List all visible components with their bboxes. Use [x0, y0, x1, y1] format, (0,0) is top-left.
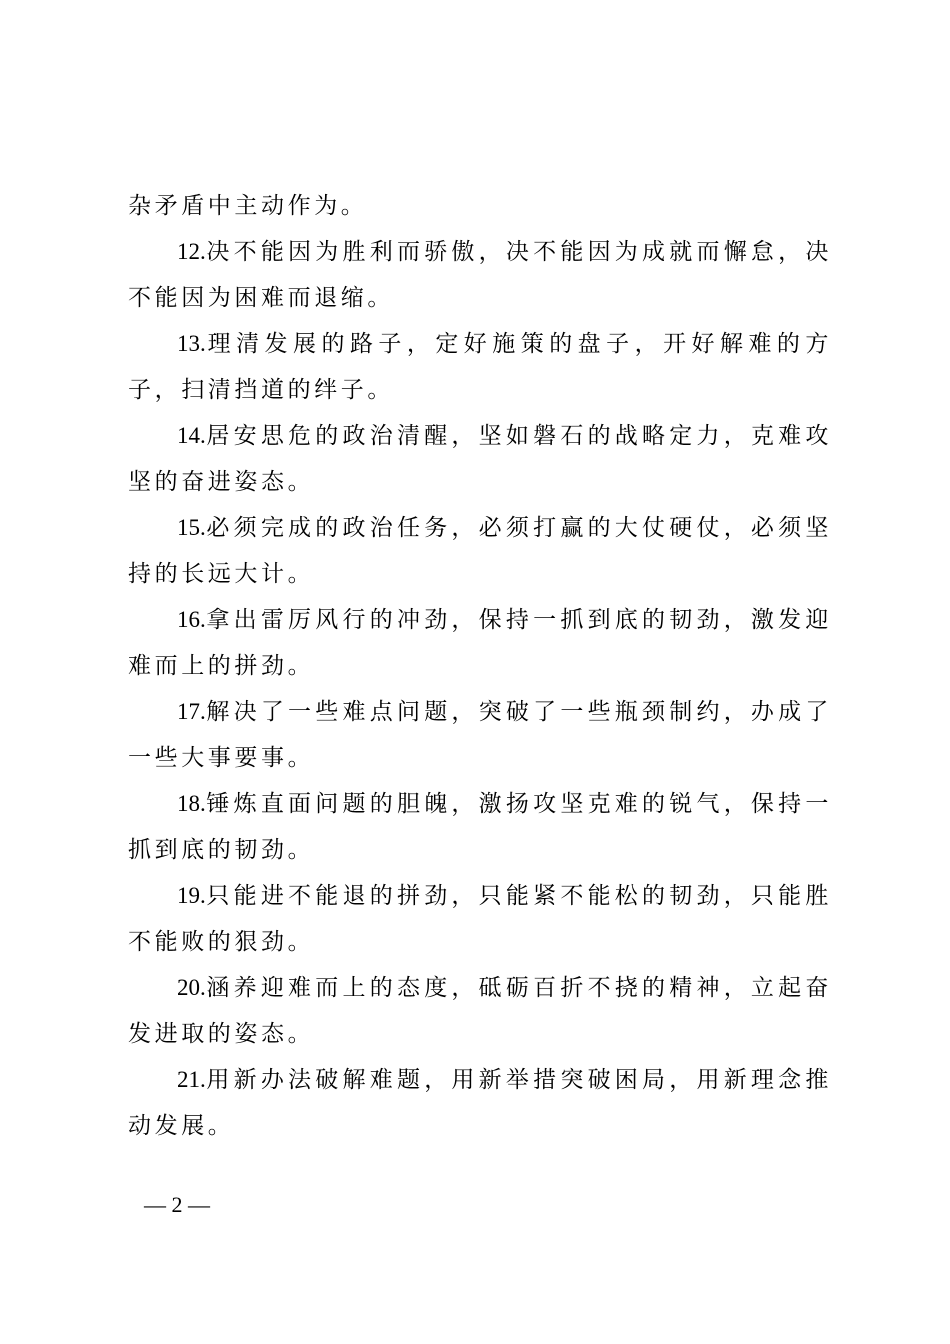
item-text: 拿出雷厉风行的冲劲，保持一抓到底的韧劲，激发迎难而上的拼劲。 [128, 607, 832, 679]
item-text: 解决了一些难点问题，突破了一些瓶颈制约，办成了一些大事要事。 [128, 699, 832, 771]
list-item [128, 1057, 832, 1149]
item-number: 19. [177, 883, 206, 908]
list-item [128, 873, 832, 965]
list-item [128, 505, 832, 597]
item-number: 14. [177, 423, 206, 448]
item-number: 17. [177, 699, 206, 724]
item-number: 20. [177, 975, 206, 1000]
item-number: 15. [177, 515, 206, 540]
list-item [128, 229, 832, 321]
page-number: — 2 — [144, 1192, 210, 1217]
document-body [128, 183, 832, 1149]
item-text: 只能进不能退的拼劲，只能紧不能松的韧劲，只能胜不能败的狠劲。 [128, 883, 832, 955]
item-number: 16. [177, 607, 206, 632]
list-item [128, 689, 832, 781]
item-text: 锤炼直面问题的胆魄，激扬攻坚克难的锐气，保持一抓到底的韧劲。 [128, 791, 832, 863]
item-text: 涵养迎难而上的态度，砥砺百折不挠的精神，立起奋发进取的姿态。 [128, 975, 832, 1047]
list-item [128, 597, 832, 689]
item-number: 21. [177, 1067, 206, 1092]
item-number: 18. [177, 791, 206, 816]
continuation-paragraph: 杂矛盾中主动作为。 [128, 193, 368, 219]
item-text: 理清发展的路子，定好施策的盘子，开好解难的方子，扫清挡道的绊子。 [128, 331, 832, 403]
item-text: 用新办法破解难题，用新举措突破困局，用新理念推动发展。 [128, 1067, 832, 1139]
list-item [128, 781, 832, 873]
item-text: 决不能因为胜利而骄傲，决不能因为成就而懈怠，决不能因为困难而退缩。 [128, 239, 832, 311]
item-number: 12. [177, 239, 206, 264]
item-text: 居安思危的政治清醒，坚如磐石的战略定力，克难攻坚的奋进姿态。 [128, 423, 832, 495]
list-item [128, 965, 832, 1057]
list-item [128, 321, 832, 413]
list-item [128, 413, 832, 505]
item-number: 13. [177, 331, 206, 356]
item-text: 必须完成的政治任务，必须打赢的大仗硬仗，必须坚持的长远大计。 [128, 515, 832, 587]
